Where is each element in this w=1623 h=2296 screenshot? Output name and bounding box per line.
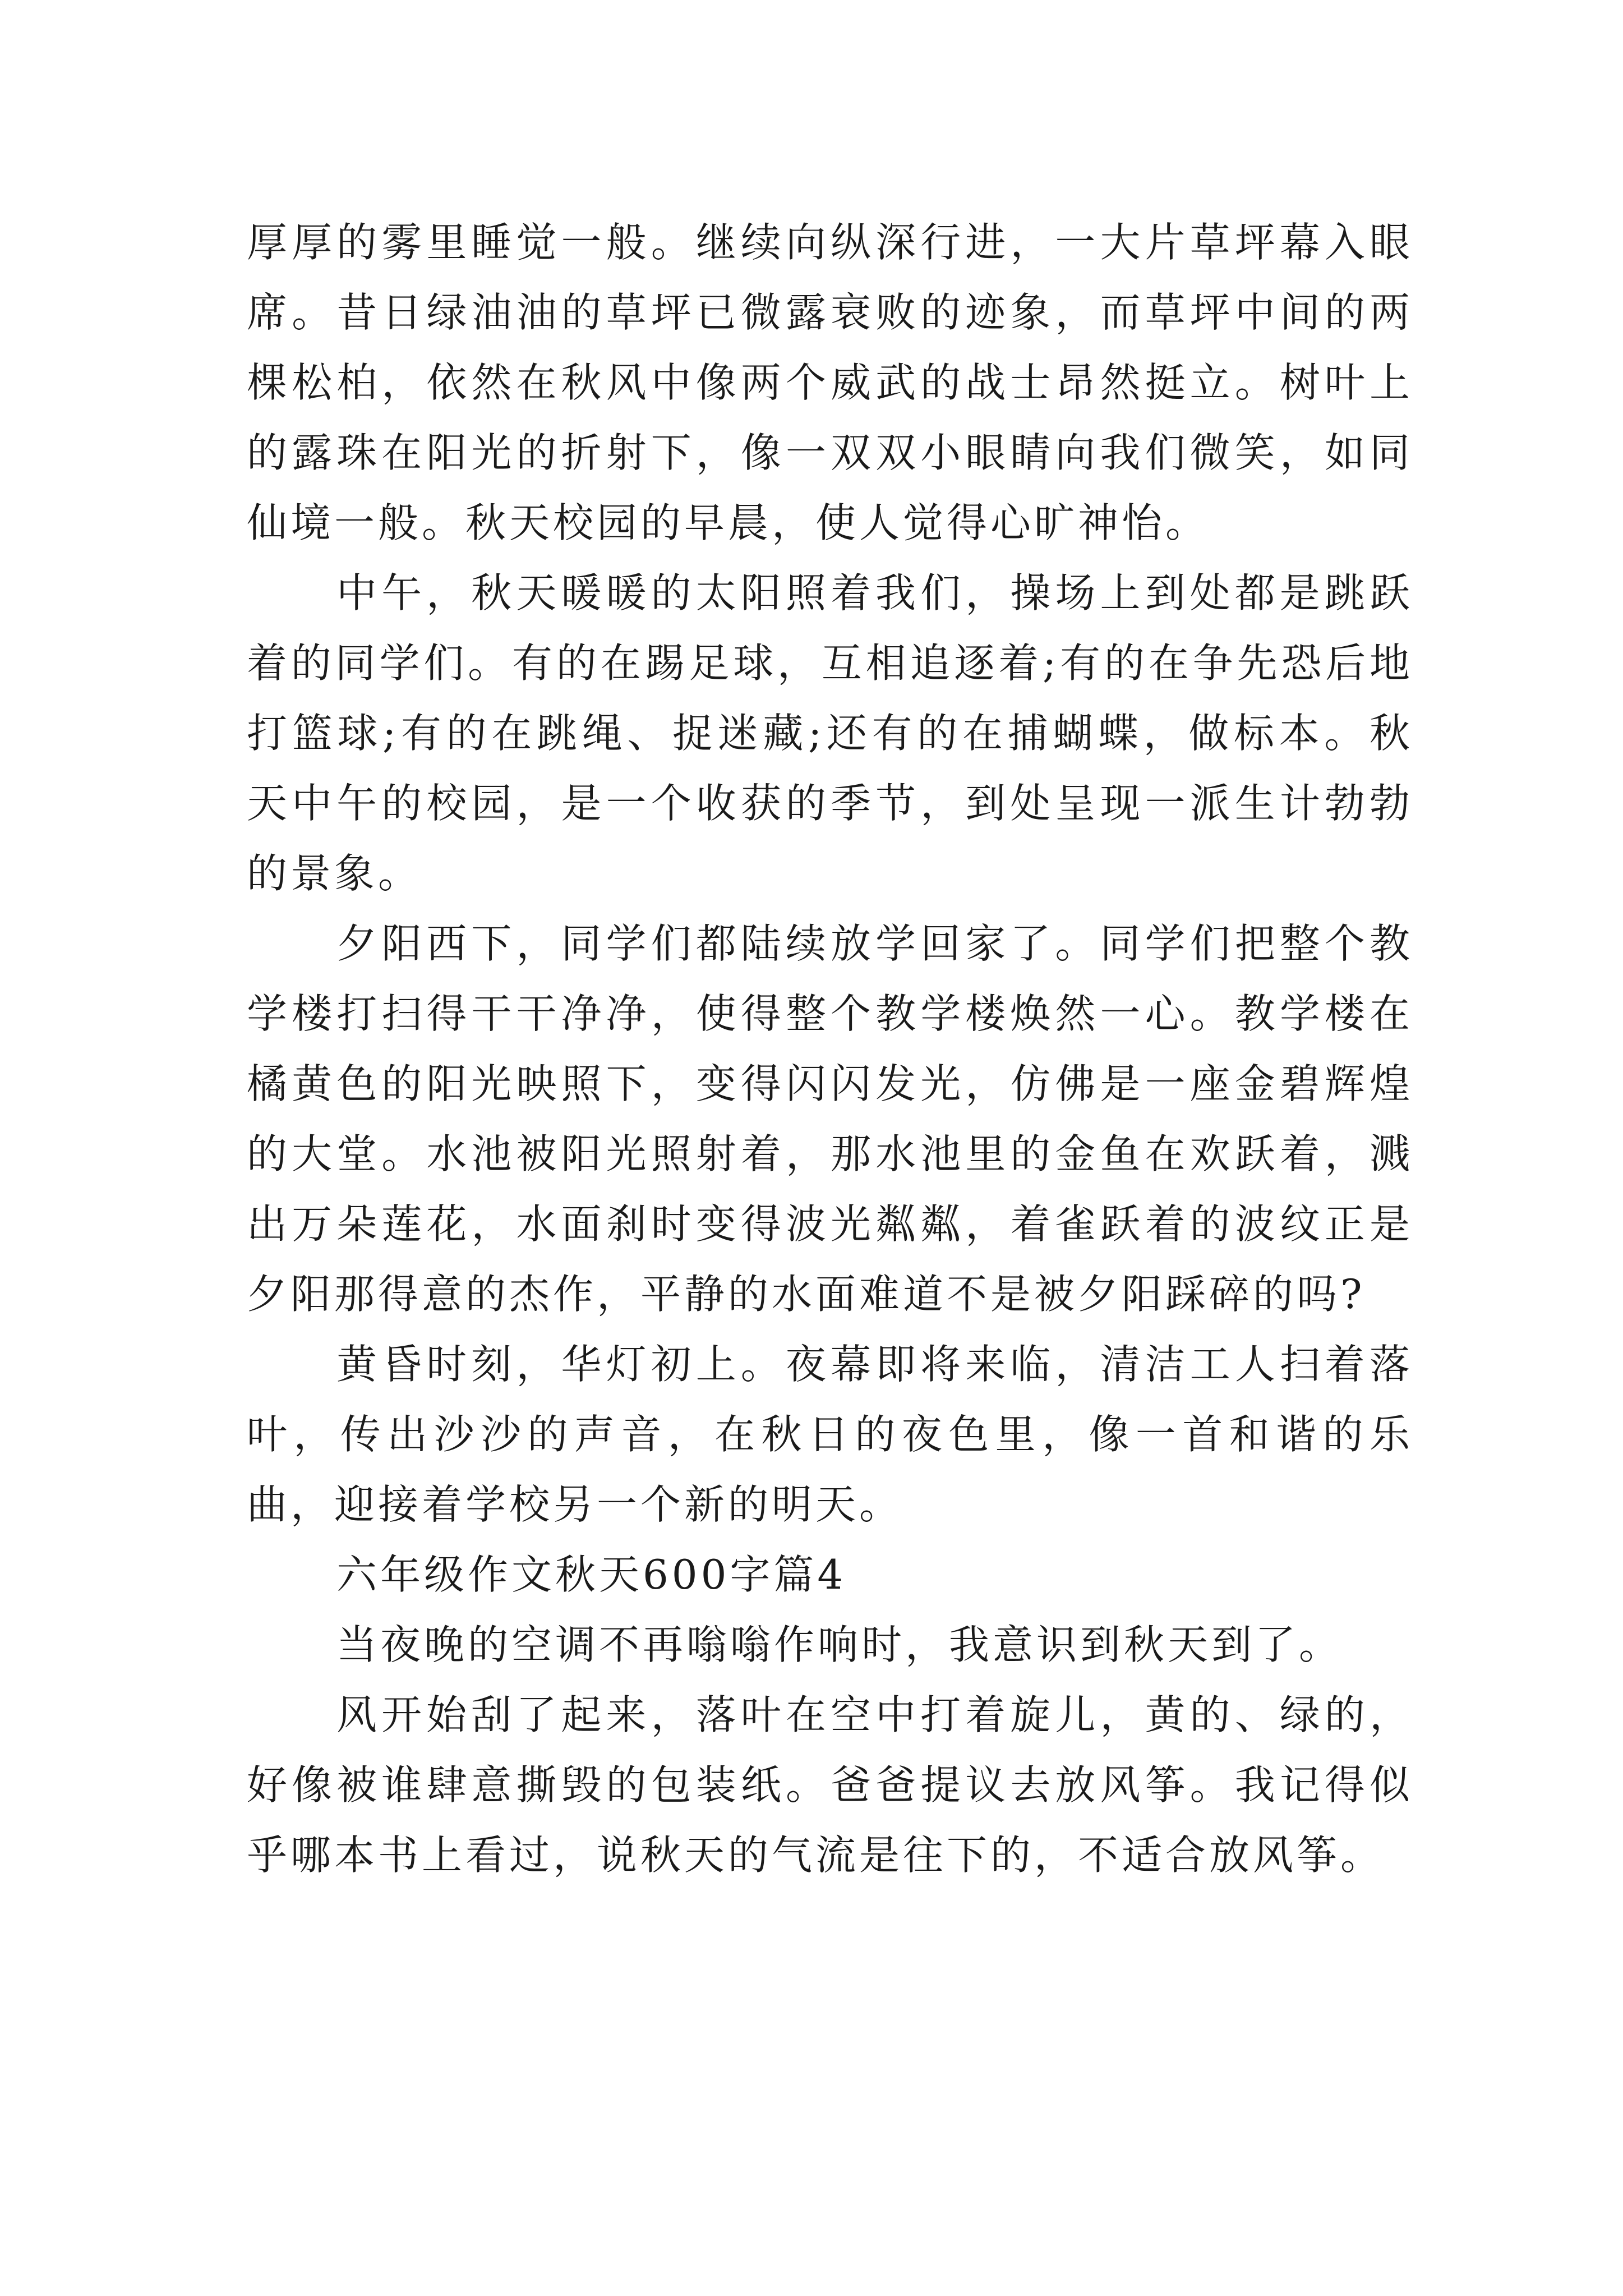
- paragraph-night: 当夜晚的空调不再嗡嗡作响时，我意识到秋天到了。: [336, 1621, 1343, 1668]
- paragraph-continuation: 厚厚的雾里睡觉一般。继续向纵深行进，一大片草坪幕入眼席。昔日绿油油的草坪已微露衰败的迹象，而草坪中间的两棵松柏，依然在秋风中像两个威武的战士昂然挺立。树叶上的露珠在阳光的折射下，像一双双小眼睛向我们微笑，如同仙境一般。秋天校园的早晨，使人觉得心旷神怡。: [247, 219, 1413, 546]
- paragraph-dusk: 黄昏时刻，华灯初上。夜幕即将来临，清洁工人扫着落叶，传出沙沙的声音，在秋日的夜色里，像一首和谐的乐曲，迎接着学校另一个新的明天。: [247, 1341, 1413, 1528]
- paragraph-sunset: 夕阳西下，同学们都陆续放学回家了。同学们把整个教学楼打扫得干干净净，使得整个教学楼焕然一心。教学楼在橘黄色的阳光映照下，变得闪闪发光，仿佛是一座金碧辉煌的大堂。水池被阳光照射着，那水池里的金鱼在欢跃着，溅出万朵莲花，水面刹时变得波光粼粼，着雀跃着的波纹正是夕阳那得意的杰作，平静的水面难道不是被夕阳踩碎的吗?: [247, 920, 1413, 1318]
- paragraph-noon: 中午，秋天暖暖的太阳照着我们，操场上到处都是跳跃着的同学们。有的在踢足球，互相追逐着;有的在争先恐后地打篮球;有的在跳绳、捉迷藏;还有的在捕蝴蝶，做标本。秋天中午的校园，是一个收获的季节，到处呈现一派生计勃勃的景象。: [247, 569, 1413, 897]
- document-body: [247, 208, 1413, 1890]
- essay-heading: 六年级作文秋天600字篇4: [336, 1551, 847, 1598]
- paragraph-wind: 风开始刮了起来，落叶在空中打着旋儿，黄的、绿的，好像被谁肆意撕毁的包装纸。爸爸提议去放风筝。我记得似乎哪本书上看过，说秋天的气流是往下的，不适合放风筝。: [247, 1691, 1413, 1879]
